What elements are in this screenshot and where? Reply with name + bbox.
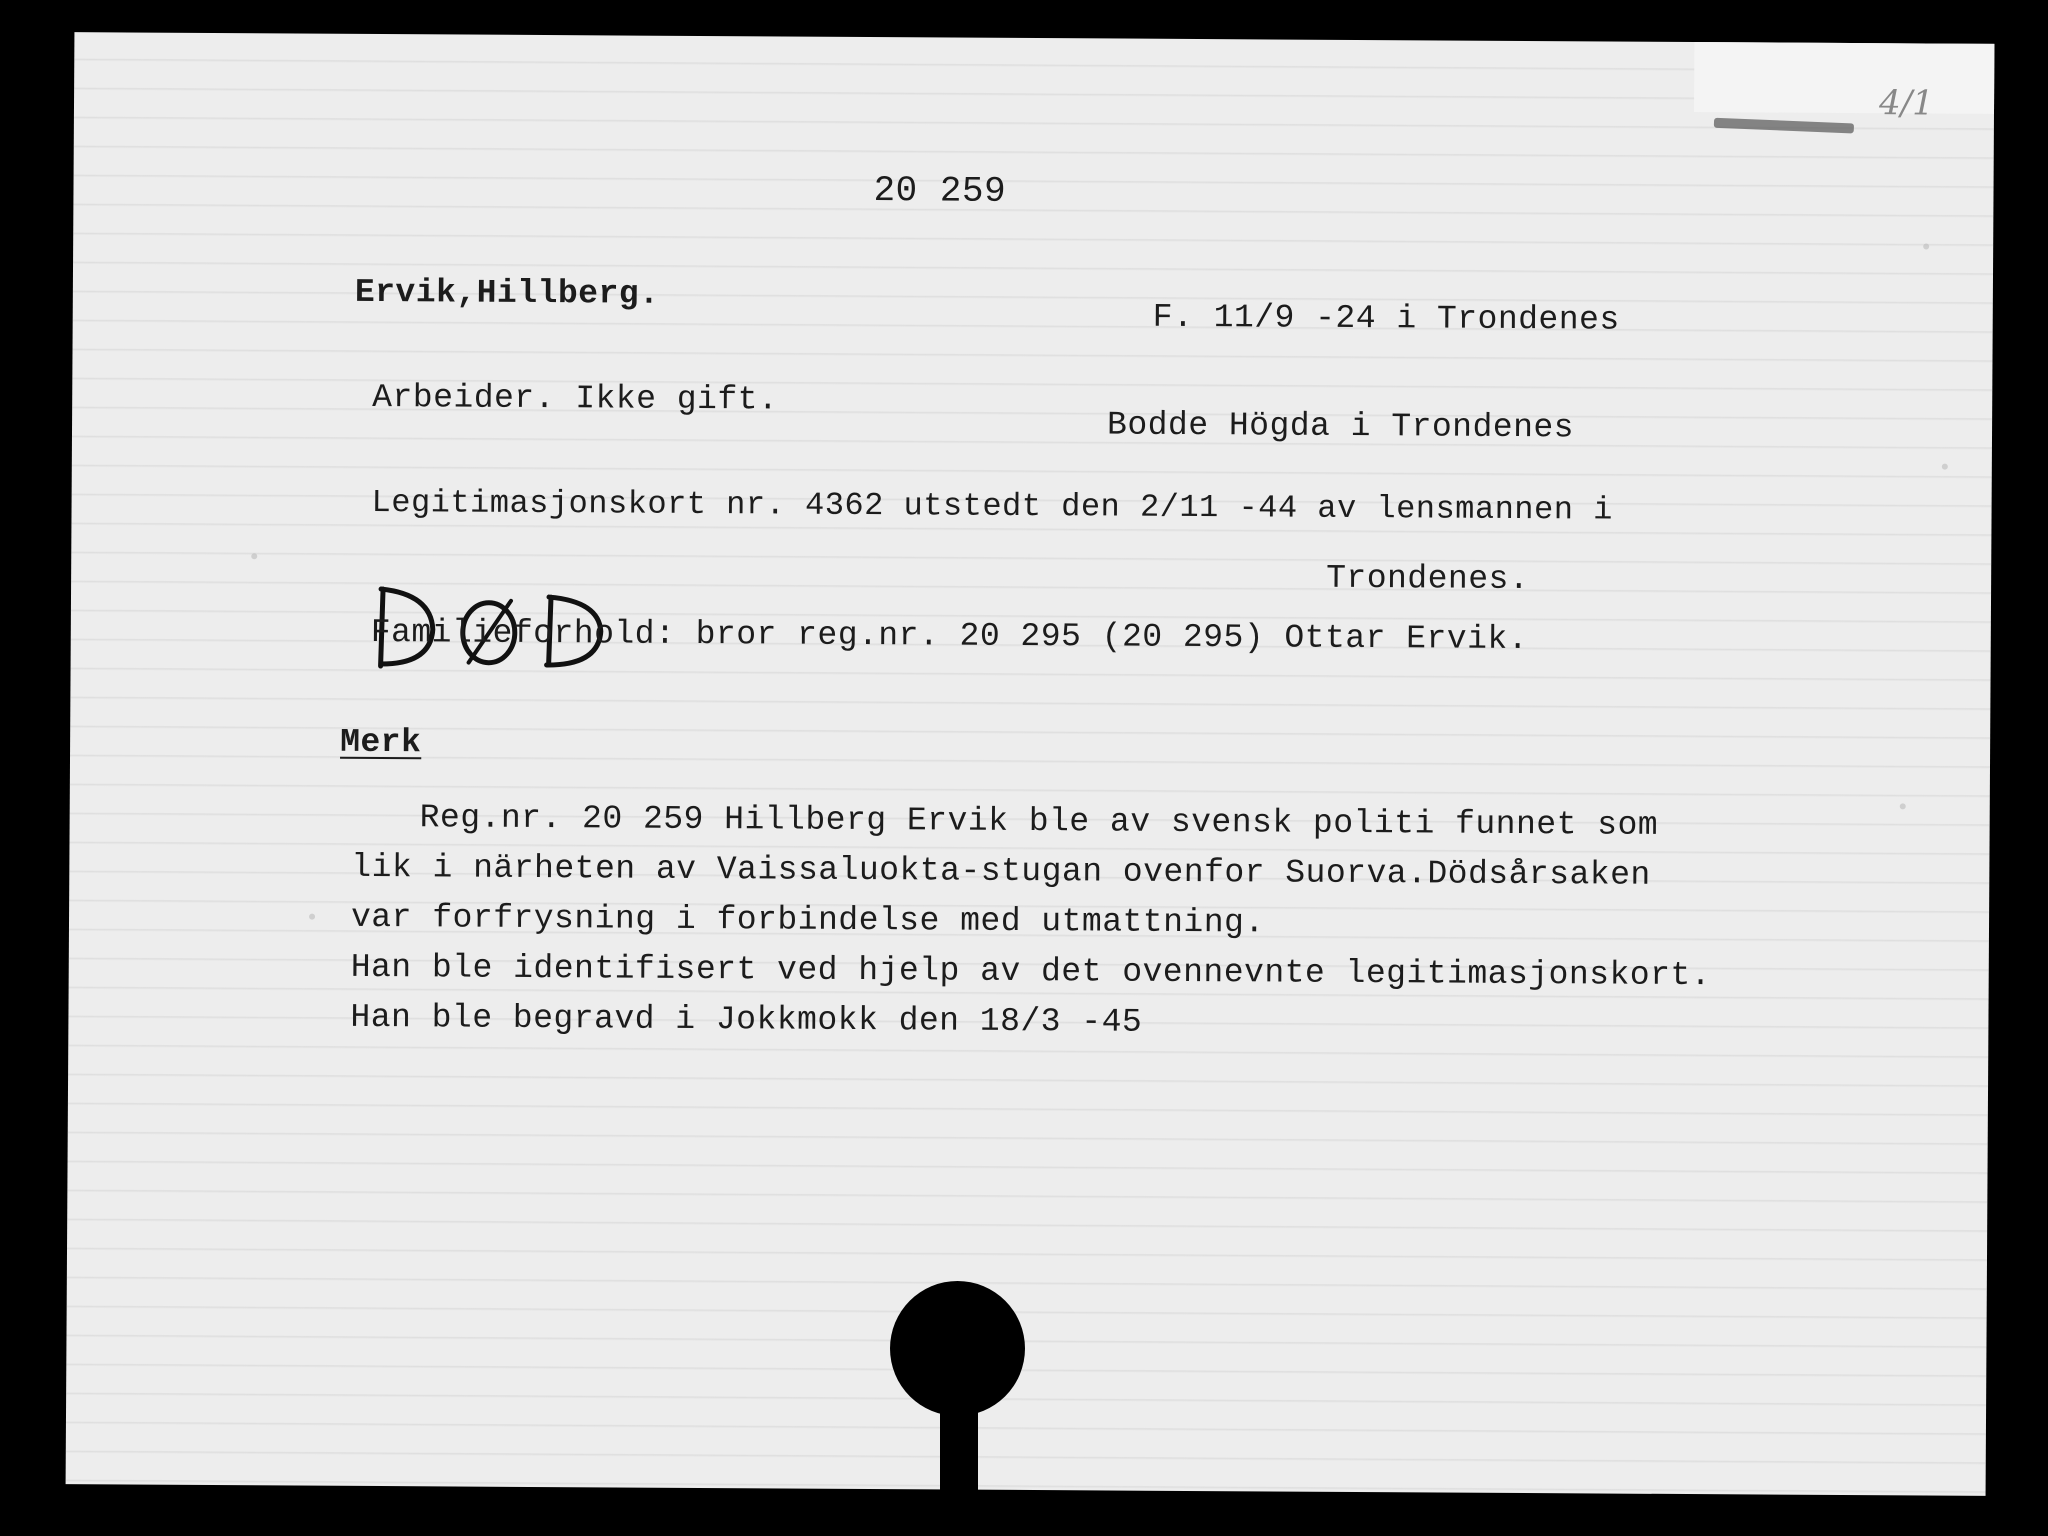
corner-annotation: 4/1 (1878, 83, 1934, 124)
remark-line-2: lik i närheten av Vaissaluokta-stugan ovenfor Suorva.Dödsårsaken (351, 848, 1651, 894)
card-tab-area (1694, 42, 1994, 114)
person-name: Ervik,Hillberg. (354, 273, 660, 313)
paper-speck (251, 553, 257, 559)
punch-hole-slot (940, 1380, 978, 1500)
paper-speck (1942, 464, 1948, 470)
tab-pencil-mark (1714, 118, 1854, 134)
residence: Bodde Högda i Trondenes (1106, 406, 1575, 447)
registration-number: 20 259 (873, 170, 1007, 212)
remark-line-3: var forfrysning i forbindelse med utmattning. (350, 898, 1265, 942)
paper-speck (1923, 243, 1929, 249)
birth-info: F. 11/9 -24 i Trondenes (1152, 298, 1620, 339)
occupation-status: Arbeider. Ikke gift. (372, 378, 779, 419)
remark-line-5: Han ble begravd i Jokkmokk den 18/3 -45 (350, 998, 1143, 1041)
paper-speck (1900, 803, 1906, 809)
id-card-line-1: Legitimasjonskort nr. 4362 utstedt den 2/11 -44 av lensmannen i (371, 483, 1613, 529)
family-relations: Familieforhold: bror reg.nr. 20 295 (20 295) Ottar Ervik. (370, 613, 1529, 659)
remark-line-1: Reg.nr. 20 259 Hillberg Ervik ble av svensk politi funnet som (419, 799, 1659, 844)
index-card (66, 32, 1995, 1496)
remark-line-4: Han ble identifisert ved hjelp av det ovennevnte legitimasjonskort. (350, 948, 1712, 995)
paper-speck (309, 914, 315, 920)
id-card-line-2: Trondenes. (1326, 559, 1530, 599)
merk-heading: Merk (340, 723, 422, 762)
